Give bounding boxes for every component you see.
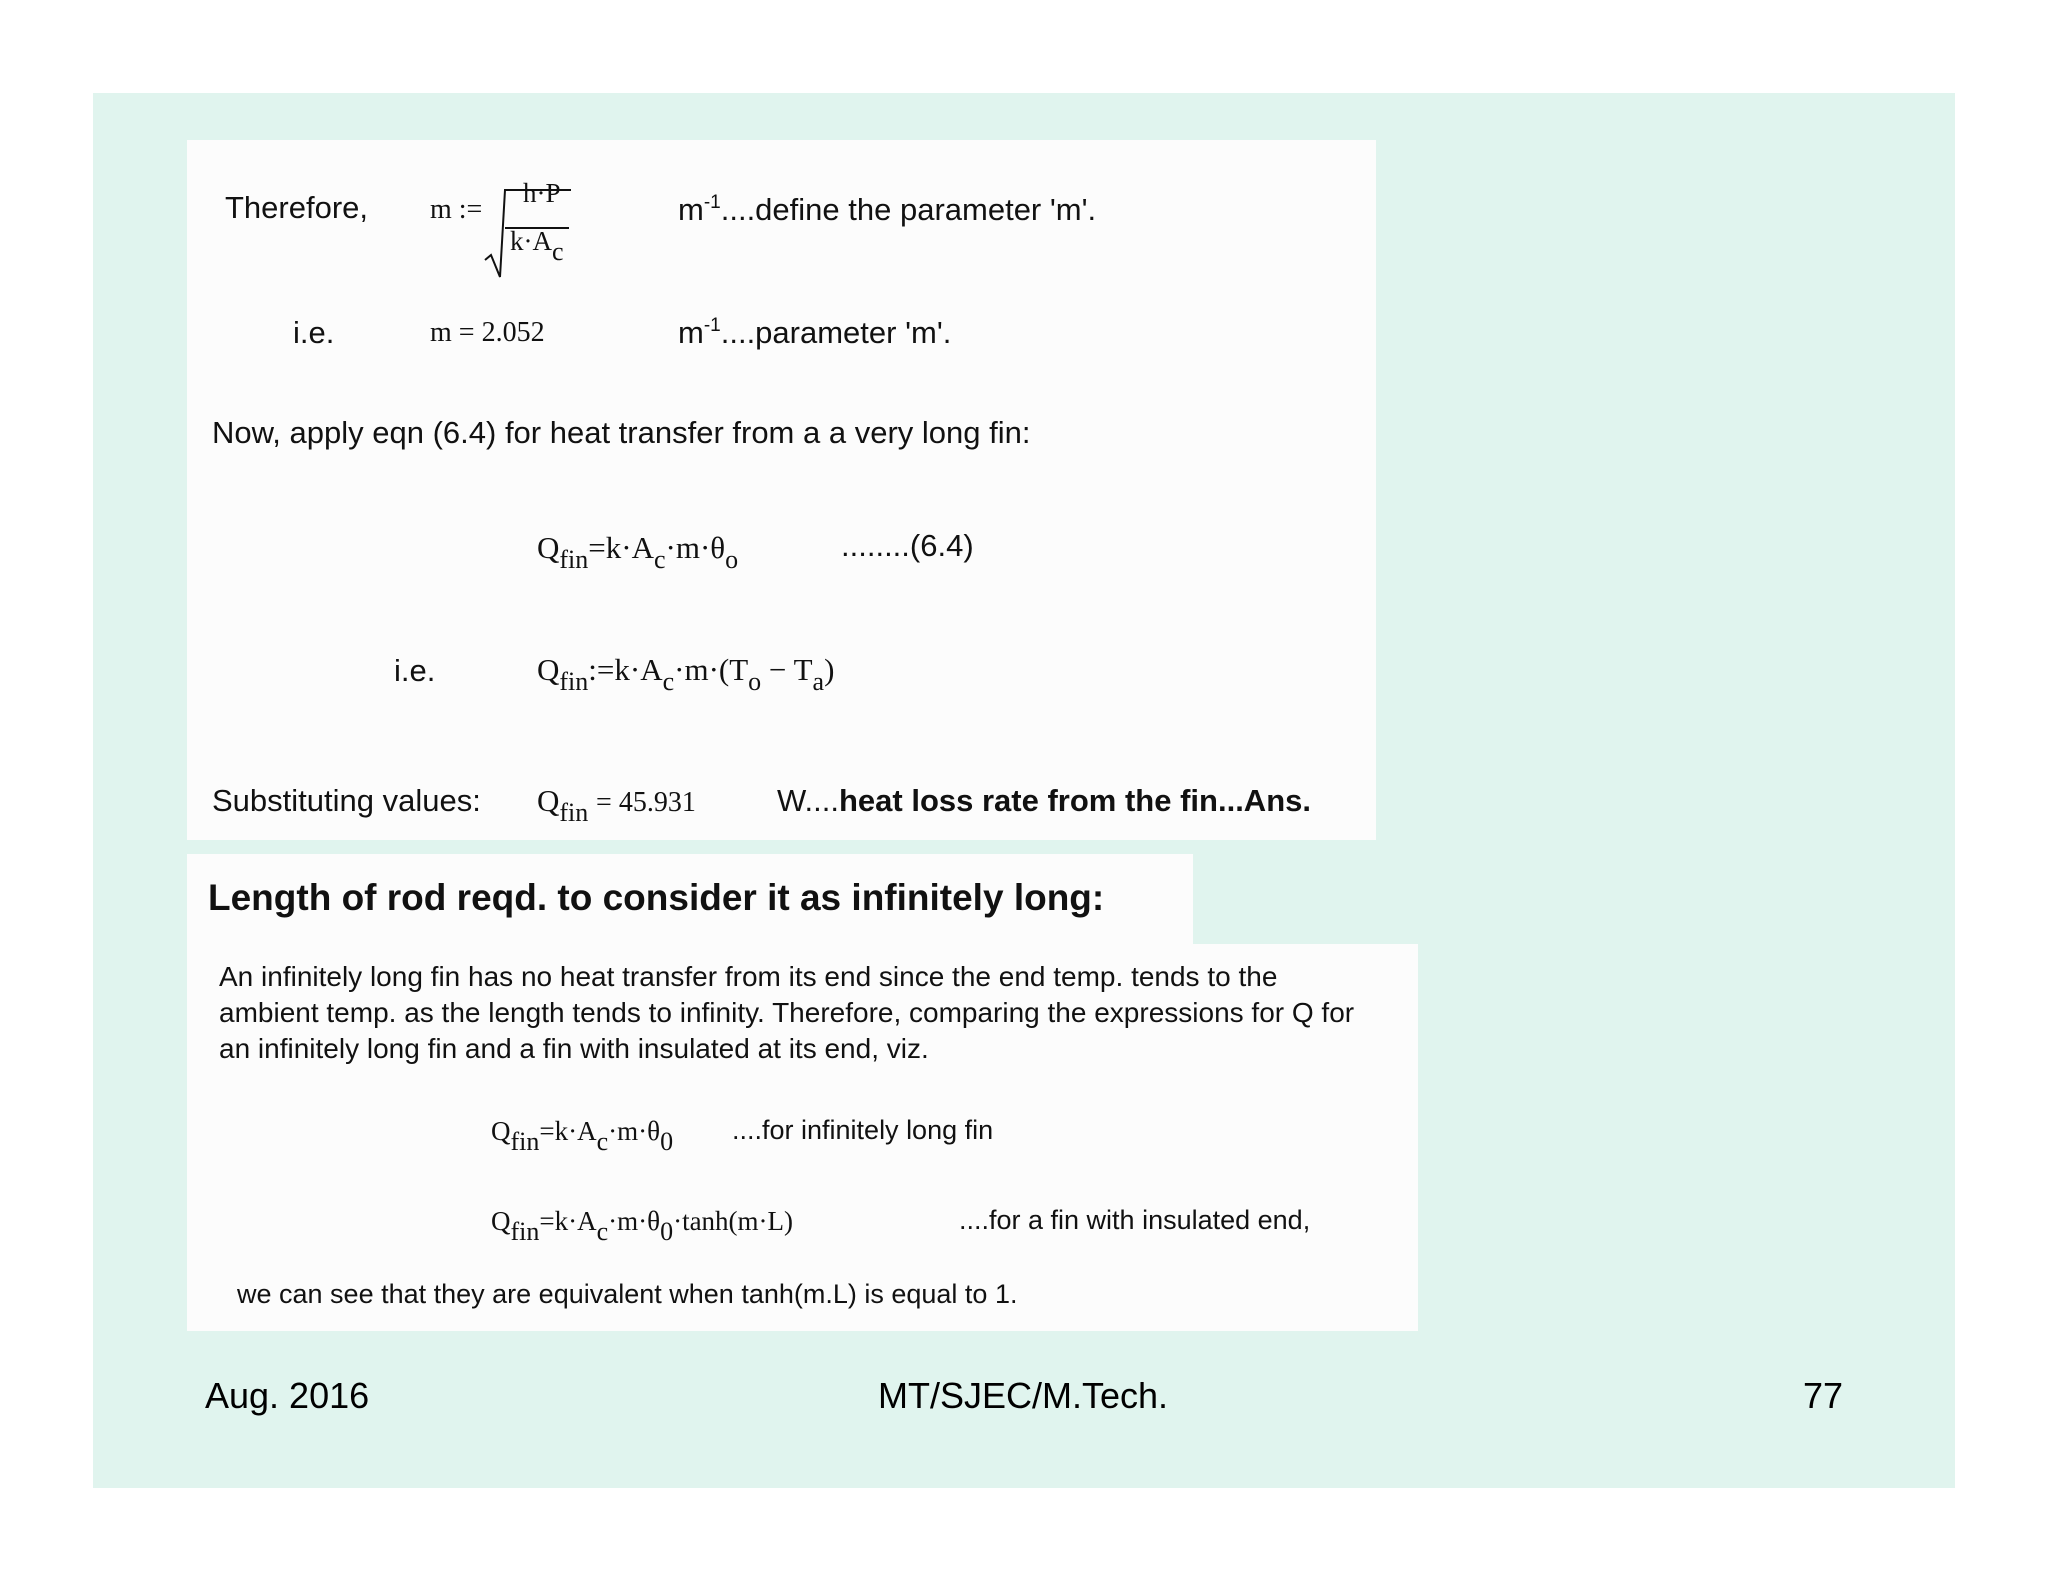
paragraph-line-3: an infinitely long fin and a fin with insulated at its end, viz.: [219, 1033, 929, 1064]
conclusion-text: we can see that they are equivalent when tanh(m.L) is equal to 1.: [237, 1279, 1018, 1309]
therefore-label: Therefore,: [225, 190, 369, 225]
equation-6-4: $Q_{fin}=k\cdot A_c\cdot m\cdot\theta_o$: [537, 530, 739, 574]
qfin-result: $Q_{fin} = 45.931$: [537, 783, 696, 827]
substituting-label: Substituting values:: [212, 783, 481, 818]
section-heading-box: [187, 854, 1193, 944]
m-fraction-denominator: k·Ac: [510, 226, 564, 266]
qfin-definition: $Q_{fin}:=k\cdot A_c\cdot m\cdot(T_o - T_a)$: [537, 652, 835, 696]
slide-background: [93, 93, 1955, 1488]
apply-equation-text: Now, apply eqn (6.4) for heat transfer from a a very long fin:: [212, 415, 1031, 450]
result-note: W....heat loss rate from the fin...Ans.: [777, 783, 1311, 818]
m-definition-lhs: m :=: [430, 194, 483, 225]
m-value-note: $m^{-1}....parameter$ 'm'.: [678, 315, 952, 350]
equation-insulated-fin-note: ....for a fin with insulated end,: [959, 1205, 1311, 1235]
solution-panel: [187, 140, 1376, 840]
equation-6-4-reference: ........(6.4): [841, 528, 974, 563]
ie-label: i.e.: [293, 315, 335, 350]
equation-infinite-fin: Qfin=k·Ac·m·θ0: [491, 1116, 674, 1156]
m-fraction-numerator: h·P: [523, 178, 561, 208]
page-number: 77: [1803, 1375, 1844, 1416]
m-value: m = 2.052: [430, 317, 545, 348]
ie-label: i.e.: [394, 653, 436, 688]
paragraph-line-2: ambient temp. as the length tends to infinity. Therefore, comparing the expressions for Q for: [219, 997, 1355, 1028]
explanation-panel: [187, 944, 1418, 1331]
equation-insulated-fin: Qfin=k·Ac·m·θ0·tanh(m·L): [491, 1206, 794, 1246]
footer-date: Aug. 2016: [205, 1375, 370, 1416]
footer-center-text: MT/SJEC/M.Tech.: [878, 1375, 1169, 1416]
section-heading: Length of rod reqd. to consider it as infinitely long:: [208, 877, 1105, 918]
paragraph-line-1: An infinitely long fin has no heat transfer from its end since the end temp. tends to the: [219, 961, 1278, 992]
equation-infinite-fin-note: ....for infinitely long fin: [732, 1115, 994, 1145]
m-definition-note: $m^{-1}....define$ the parameter 'm'.: [678, 192, 1097, 227]
